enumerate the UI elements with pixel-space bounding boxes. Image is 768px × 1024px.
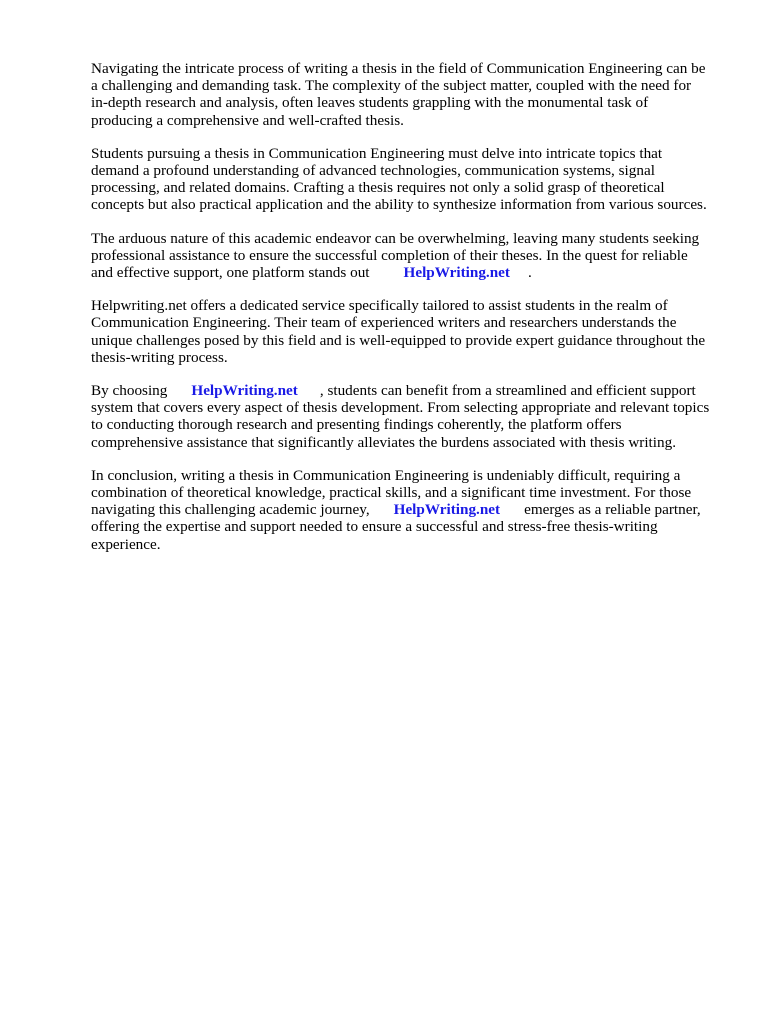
text-line: The arduous nature of this academic endeavor can be overwhelming, leaving many students seeking	[91, 229, 700, 247]
text-line: system that covers every aspect of thesis development. From selecting appropriate and relevant topics	[91, 399, 710, 417]
text-line: combination of theoretical knowledge, practical skills, and a significant time investment. For those	[91, 484, 692, 502]
paragraph-topics	[91, 145, 731, 214]
paragraph-conclusion	[91, 467, 731, 553]
text-fragment: , students can benefit from a streamlined and efficient support	[319, 382, 696, 400]
text-line: a challenging and demanding task. The complexity of the subject matter, coupled with the need for	[91, 77, 692, 95]
text-line: in-depth research and analysis, often leaves students grappling with the monumental task of	[91, 94, 649, 112]
text-line: comprehensive assistance that significantly alleviates the burdens associated with thesis writing.	[91, 433, 676, 451]
paragraph-service	[91, 297, 731, 366]
text-line: to conducting thorough research and presenting findings coherently, the platform offers	[91, 416, 622, 434]
text-line: professional assistance to ensure the successful completion of their theses. In the quest for reliable	[91, 246, 688, 264]
document-body	[91, 60, 731, 569]
text-fragment: .	[527, 264, 532, 282]
text-fragment: and effective support, one platform stands out	[91, 264, 370, 282]
text-line-with-link	[91, 382, 731, 399]
text-line: offering the expertise and support needed to ensure a successful and stress-free thesis-writing	[91, 518, 658, 536]
text-line: Helpwriting.net offers a dedicated service specifically tailored to assist students in the realm of	[91, 297, 668, 315]
text-line: experience.	[91, 535, 161, 553]
text-line-with-link	[91, 501, 731, 518]
paragraph-benefits	[91, 382, 731, 451]
text-line-with-link	[91, 264, 731, 281]
text-line: Navigating the intricate process of writing a thesis in the field of Communication Engineering can be	[91, 60, 706, 77]
text-line: Communication Engineering. Their team of experienced writers and researchers understands the	[91, 314, 677, 332]
text-fragment: By choosing	[91, 382, 168, 400]
text-fragment: emerges as a reliable partner,	[524, 501, 701, 519]
text-line: processing, and related domains. Crafting a thesis requires not only a solid grasp of theoretical	[91, 179, 665, 197]
paragraph-assistance	[91, 230, 731, 282]
helpwriting-link[interactable]: HelpWriting.net	[393, 501, 501, 519]
text-line: producing a comprehensive and well-crafted thesis.	[91, 111, 404, 129]
paragraph-intro	[91, 60, 731, 129]
text-line: unique challenges posed by this field and is well-equipped to provide expert guidance throughout the	[91, 331, 706, 349]
helpwriting-link[interactable]: HelpWriting.net	[403, 264, 510, 282]
text-line: concepts but also practical application and the ability to synthesize information from various sources.	[91, 196, 707, 214]
text-line: thesis-writing process.	[91, 348, 228, 366]
text-line: Students pursuing a thesis in Communication Engineering must delve into intricate topics that	[91, 144, 663, 162]
text-line: In conclusion, writing a thesis in Communication Engineering is undeniably difficult, requiring a	[91, 466, 681, 484]
helpwriting-link[interactable]: HelpWriting.net	[191, 382, 298, 400]
text-line: demand a profound understanding of advanced technologies, communication systems, signal	[91, 162, 655, 180]
text-fragment: navigating this challenging academic journey,	[91, 501, 370, 519]
